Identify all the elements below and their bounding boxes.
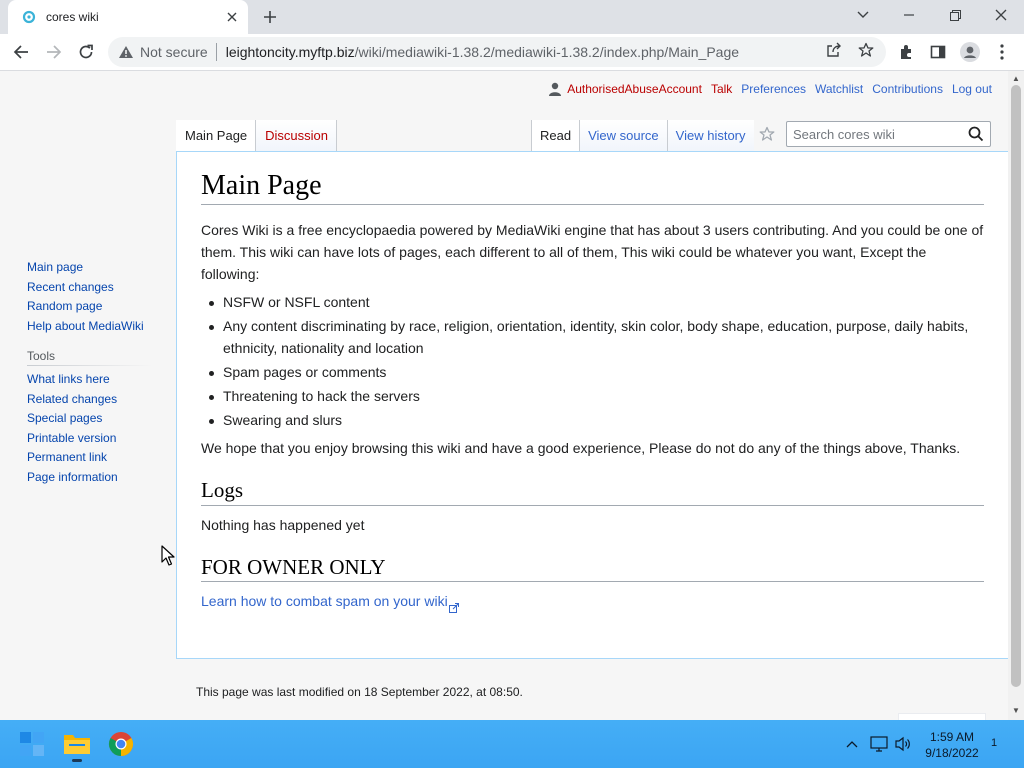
user-icon bbox=[549, 82, 563, 96]
tab-main-page[interactable]: Main Page bbox=[176, 120, 256, 151]
tab-read[interactable]: Read bbox=[531, 120, 579, 151]
active-indicator bbox=[72, 759, 82, 762]
page-viewport bbox=[0, 71, 1008, 720]
tab-title: cores wiki bbox=[46, 10, 99, 24]
share-icon[interactable] bbox=[825, 41, 843, 59]
personal-tools bbox=[549, 82, 992, 96]
list-item: Swearing and slurs bbox=[223, 409, 984, 431]
bookmark-star-icon[interactable] bbox=[857, 41, 875, 59]
combat-spam-link-text: Learn how to combat spam on your wiki bbox=[201, 592, 448, 609]
menu-kebab-icon[interactable] bbox=[990, 40, 1014, 64]
volume-icon[interactable] bbox=[894, 735, 912, 753]
list-item: Spam pages or comments bbox=[223, 361, 984, 383]
search-input[interactable] bbox=[786, 121, 991, 147]
tools-heading: Tools bbox=[27, 349, 151, 366]
sidebar-item-page-information[interactable]: Page information bbox=[27, 469, 118, 484]
mouse-cursor-icon bbox=[161, 545, 177, 567]
tab-view-source[interactable]: View source bbox=[579, 120, 667, 151]
security-label: Not secure bbox=[140, 44, 208, 60]
tab-strip bbox=[0, 0, 1024, 34]
reload-icon[interactable] bbox=[72, 38, 100, 66]
url-host: leightoncity.myftp.biz bbox=[225, 44, 355, 60]
watchlist-link[interactable]: Watchlist bbox=[815, 82, 864, 96]
back-icon[interactable] bbox=[7, 38, 35, 66]
sidebar bbox=[27, 258, 151, 487]
clock-date: 9/18/2022 bbox=[925, 746, 979, 760]
file-explorer-icon[interactable] bbox=[61, 728, 93, 760]
browser-toolbar bbox=[0, 34, 1024, 71]
tab-view-history[interactable]: View history bbox=[667, 120, 754, 151]
forward-icon[interactable] bbox=[40, 38, 68, 66]
url-path: /wiki/mediawiki-1.38.2/mediawiki-1.38.2/index.php/Main_Page bbox=[354, 44, 740, 60]
scroll-down-icon[interactable]: ▼ bbox=[1012, 706, 1020, 715]
browser-tab[interactable] bbox=[8, 0, 248, 34]
logs-heading: Logs bbox=[201, 477, 984, 505]
wiki-favicon-icon bbox=[22, 10, 36, 24]
sidebar-item-related-changes[interactable]: Related changes bbox=[27, 391, 118, 406]
rules-list bbox=[223, 291, 984, 431]
network-icon[interactable] bbox=[870, 735, 888, 753]
closing-paragraph: We hope that you enjoy browsing this wiki and have a good experience, Please do not do any of the things above, Thanks. bbox=[201, 440, 961, 457]
list-item: NSFW or NSFL content bbox=[223, 291, 984, 313]
sidebar-item-what-links-here[interactable]: What links here bbox=[27, 372, 110, 386]
chevron-up-icon[interactable] bbox=[843, 735, 861, 753]
chrome-icon[interactable] bbox=[105, 728, 137, 760]
article-content bbox=[176, 151, 1008, 659]
sidebar-item-printable-version[interactable]: Printable version bbox=[27, 430, 117, 445]
search-icon[interactable] bbox=[968, 126, 984, 142]
profile-avatar-icon[interactable] bbox=[958, 40, 982, 64]
scroll-thumb[interactable] bbox=[1011, 85, 1021, 687]
logs-text: Nothing has happened yet bbox=[201, 516, 365, 533]
user-page-link[interactable]: AuthorisedAbuseAccount bbox=[567, 82, 702, 96]
owner-heading: FOR OWNER ONLY bbox=[201, 554, 984, 582]
view-tabs bbox=[531, 120, 780, 151]
powered-by-badge[interactable] bbox=[898, 713, 986, 720]
vertical-scrollbar[interactable] bbox=[1008, 71, 1024, 720]
side-panel-icon[interactable] bbox=[926, 40, 950, 64]
list-item: Threatening to hack the servers bbox=[223, 385, 984, 407]
clock-time: 1:59 AM bbox=[929, 730, 975, 744]
start-menu-icon[interactable] bbox=[16, 728, 48, 760]
tab-search-icon[interactable] bbox=[840, 0, 886, 30]
address-bar[interactable] bbox=[108, 37, 886, 67]
sidebar-item-permanent-link[interactable]: Permanent link bbox=[27, 450, 108, 464]
minimize-icon[interactable] bbox=[886, 0, 932, 30]
omnibox-divider bbox=[216, 43, 217, 61]
watch-star-icon[interactable] bbox=[754, 120, 780, 151]
contributions-link[interactable]: Contributions bbox=[872, 82, 943, 96]
tab-discussion[interactable]: Discussion bbox=[256, 120, 337, 151]
page-title: Main Page bbox=[201, 168, 984, 205]
sidebar-item-random-page[interactable]: Random page bbox=[27, 299, 103, 313]
new-tab-icon[interactable] bbox=[258, 5, 282, 29]
logout-link[interactable]: Log out bbox=[951, 82, 992, 96]
external-link-icon bbox=[449, 597, 459, 607]
list-item: Any content discriminating by race, religion, orientation, identity, skin color, body shape, education, purpose, daily habits, ethnicity, nationality and location bbox=[223, 315, 984, 359]
restore-icon[interactable] bbox=[932, 0, 978, 30]
scroll-up-icon[interactable]: ▲ bbox=[1012, 74, 1020, 83]
notification-count[interactable]: 1 bbox=[991, 737, 998, 749]
tab-close-icon[interactable] bbox=[224, 9, 240, 25]
footer-last-modified: This page was last modified on 18 September 2022, at 08:50. bbox=[196, 685, 523, 699]
close-window-icon[interactable] bbox=[978, 0, 1024, 30]
user-talk-link[interactable]: Talk bbox=[710, 82, 733, 96]
sidebar-item-help[interactable]: Help about MediaWiki bbox=[27, 318, 144, 333]
namespace-tabs bbox=[176, 120, 337, 151]
search-placeholder: Search cores wiki bbox=[793, 126, 895, 142]
combat-spam-link[interactable] bbox=[201, 593, 459, 609]
sidebar-item-special-pages[interactable]: Special pages bbox=[27, 411, 103, 425]
intro-paragraph: Cores Wiki is a free encyclopaedia powered by MediaWiki engine that has about 3 users contributing. And you could be one of them. This wiki can have lots of pages, each different to all of them, This wiki could be whatever you want, Except the following: bbox=[201, 222, 984, 283]
preferences-link[interactable]: Preferences bbox=[741, 82, 806, 96]
taskbar bbox=[0, 720, 1024, 768]
extensions-icon[interactable] bbox=[894, 40, 918, 64]
sidebar-item-recent-changes[interactable]: Recent changes bbox=[27, 279, 114, 294]
warning-icon[interactable] bbox=[118, 44, 134, 60]
system-clock[interactable] bbox=[918, 729, 986, 761]
sidebar-item-main-page[interactable]: Main page bbox=[27, 260, 84, 274]
